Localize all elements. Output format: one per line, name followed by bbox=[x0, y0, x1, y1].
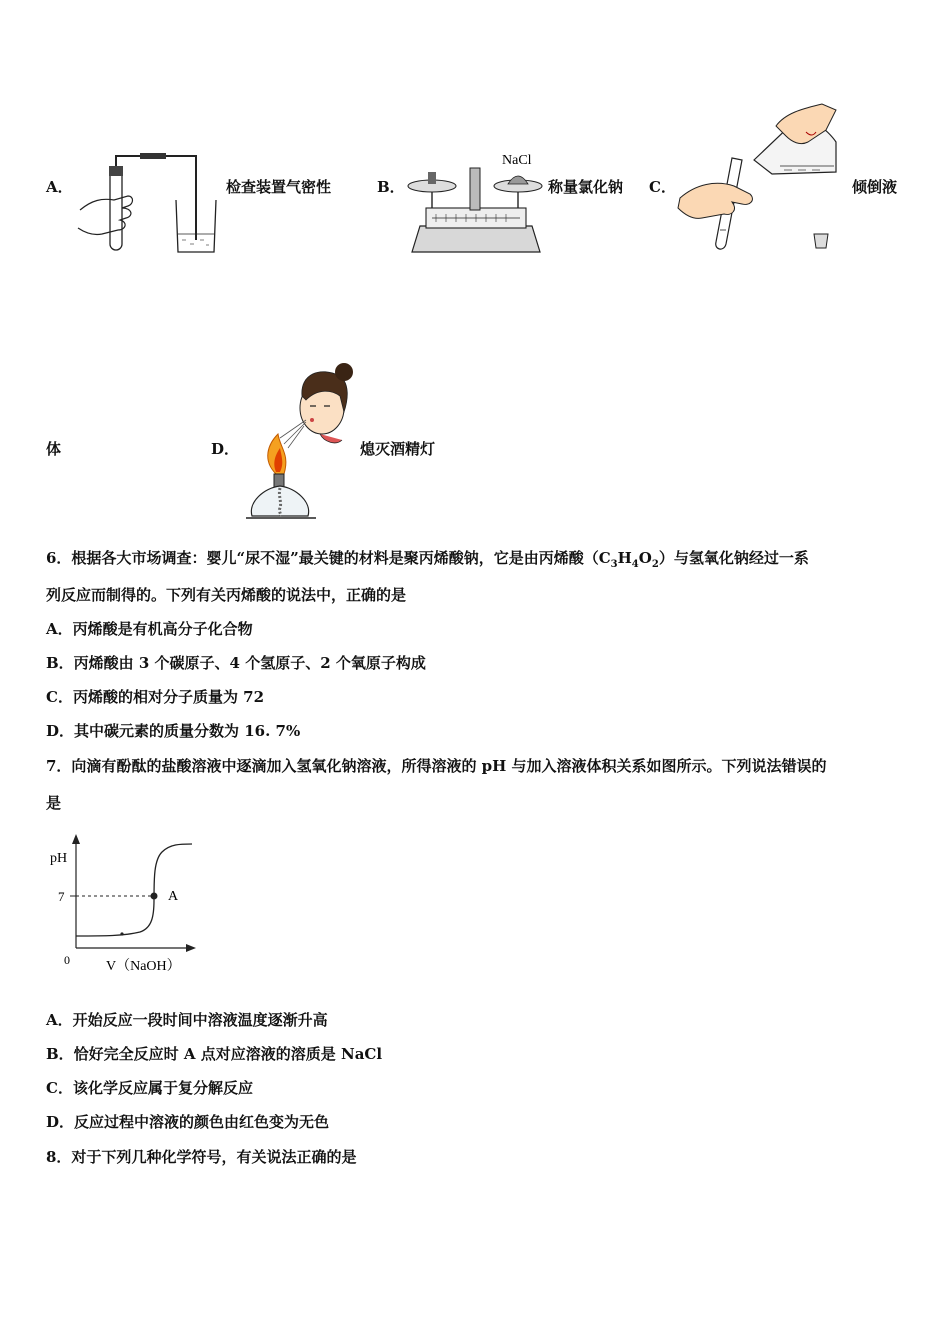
q6-o: O bbox=[638, 549, 652, 567]
option-d-label: D． bbox=[211, 440, 240, 458]
origin-label: 0 bbox=[64, 953, 70, 967]
q6-text-start: 6．根据各大市场调查：婴儿“尿不湿”最关键的材料是聚丙烯酸钠，它是由丙烯酸（C bbox=[46, 549, 611, 567]
q6-sub-4: 4 bbox=[631, 559, 639, 570]
question-7-line-2: 是 bbox=[46, 794, 62, 812]
point-a-marker bbox=[151, 893, 158, 900]
q6-sub-3: 3 bbox=[610, 559, 618, 570]
option-a-text: 检查装置气密性 bbox=[226, 178, 332, 196]
ph-curve-graph bbox=[44, 830, 204, 976]
question-8-line-1: 8．对于下列几种化学符号，有关说法正确的是 bbox=[46, 1148, 357, 1166]
q6-option-b: B．丙烯酸由 3 个碳原子、4 个氢原子、2 个氧原子构成 bbox=[46, 654, 426, 672]
q6-sub-2: 2 bbox=[651, 559, 659, 570]
question-6-line-1 bbox=[46, 548, 809, 575]
nacl-tag: NaCl bbox=[502, 153, 532, 168]
q7-option-d: D．反应过程中溶液的颜色由红色变为无色 bbox=[46, 1113, 330, 1131]
option-c-text: 倾倒液 bbox=[852, 178, 898, 196]
option-c-label: C． bbox=[649, 178, 676, 196]
curve-mark bbox=[120, 932, 123, 935]
balance-weighing-illustration bbox=[406, 148, 546, 258]
x-axis-arrow bbox=[186, 944, 196, 952]
q6-h: H bbox=[617, 549, 632, 567]
q6-text-end: ）与氢氧化钠经过一系 bbox=[658, 549, 809, 567]
q6-option-d: D．其中碳元素的质量分数为 16. 7% bbox=[46, 722, 301, 740]
option-b-text: 称量氯化钠 bbox=[548, 178, 624, 196]
airtightness-check-illustration bbox=[72, 148, 222, 260]
q7-option-b: B．恰好完全反应时 A 点对应溶液的溶质是 NaCl bbox=[46, 1045, 383, 1063]
option-b-label: B． bbox=[377, 178, 405, 196]
question-7-line-1: 7．向滴有酚酞的盐酸溶液中逐滴加入氢氧化钠溶液，所得溶液的 pH 与加入溶液体积关系如图所示。下列说法错误的 bbox=[46, 757, 827, 775]
option-a-label: A． bbox=[46, 178, 73, 196]
point-a-label: A bbox=[168, 889, 179, 904]
y-axis-arrow bbox=[72, 834, 80, 844]
q6-option-c: C．丙烯酸的相对分子质量为 72 bbox=[46, 688, 265, 706]
question-6-line-2: 列反应而制得的。下列有关丙烯酸的说法中，正确的是 bbox=[46, 586, 407, 604]
q7-option-a: A．开始反应一段时间中溶液温度逐渐升高 bbox=[46, 1011, 328, 1029]
y-axis-label: pH bbox=[50, 851, 68, 866]
q6-option-a: A．丙烯酸是有机高分子化合物 bbox=[46, 620, 253, 638]
x-axis-label: V（NaOH） bbox=[106, 959, 181, 974]
pouring-liquid-illustration bbox=[676, 102, 842, 254]
option-d-text: 熄灭酒精灯 bbox=[360, 440, 436, 458]
ph7-tick-label: 7 bbox=[58, 889, 65, 904]
q7-option-c: C．该化学反应属于复分解反应 bbox=[46, 1079, 253, 1097]
blowing-out-lamp-illustration bbox=[240, 356, 360, 524]
option-c-text-continued: 体 bbox=[46, 440, 62, 458]
